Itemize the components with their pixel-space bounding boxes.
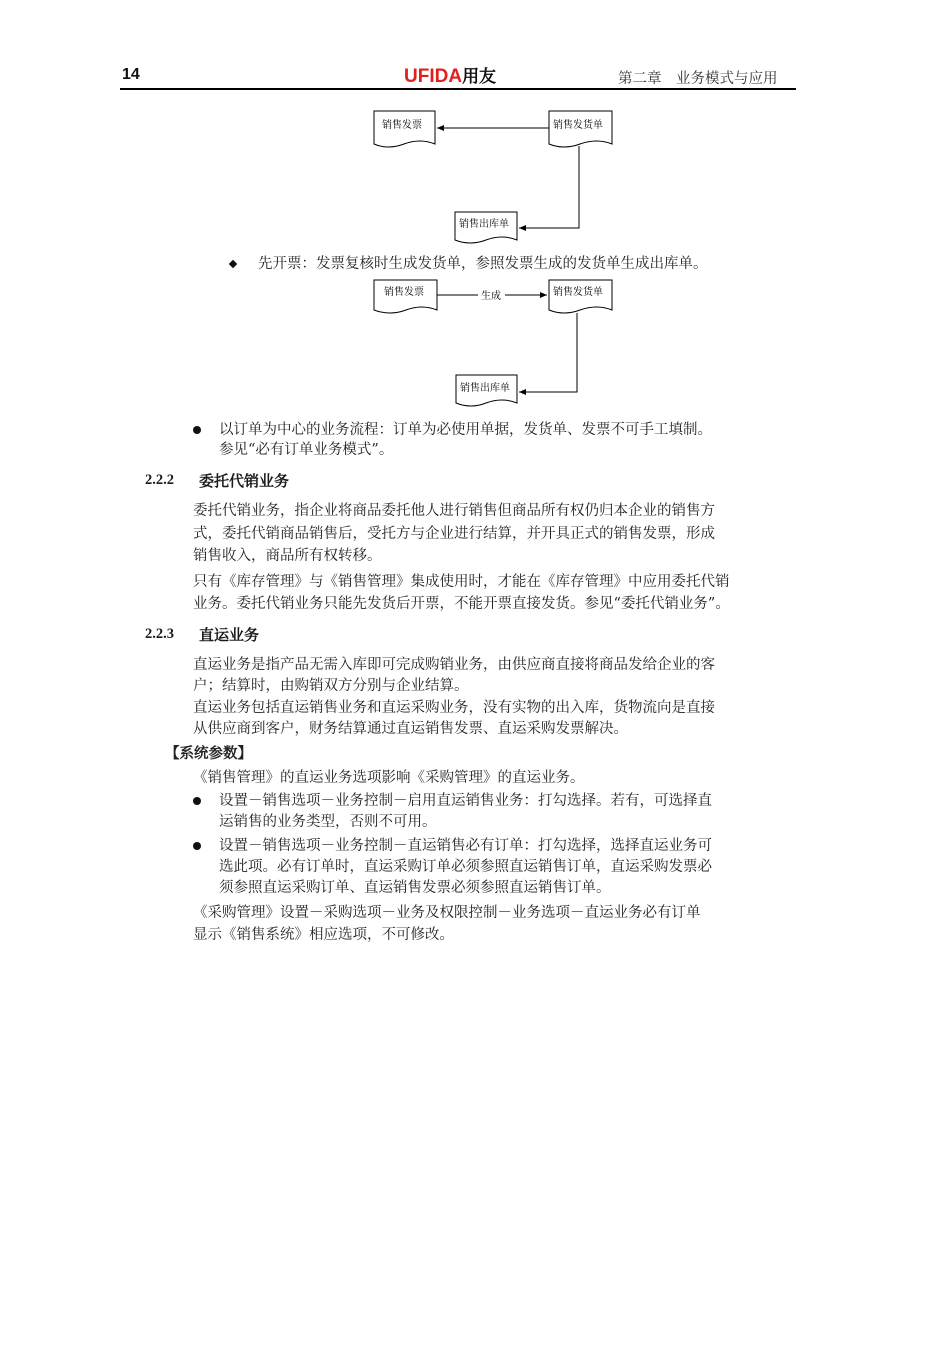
logo-cn: 用友	[462, 67, 497, 86]
bullet-dot	[193, 426, 201, 434]
sys-outro-line1: 《采购管理》设置－采购选项－业务及权限控制－业务选项－直运业务必有订单	[193, 905, 701, 921]
page-number: 14	[122, 66, 140, 83]
section-223-para2-line1: 直运业务包括直运销售业务和直运采购业务，没有实物的出入库，货物流向是直接	[193, 700, 715, 716]
edge-label-generate: 生成	[481, 291, 501, 302]
header-rule	[120, 88, 796, 90]
flow-diagram-2	[360, 275, 640, 420]
sys-bullet1-line2: 运销售的业务类型，否则不可用。	[219, 814, 437, 830]
section-223-para1-line1: 直运业务是指产品无需入库即可完成购销业务，由供应商直接将商品发给企业的客	[193, 657, 715, 673]
sys-params-intro: 《销售管理》的直运业务选项影响《采购管理》的直运业务。	[193, 770, 585, 786]
sys-outro-line2: 显示《销售系统》相应选项，不可修改。	[193, 927, 454, 943]
sys-bullet2-line2: 选此项。必有订单时，直运采购订单必须参照直运销售订单，直运采购发票必	[219, 859, 712, 875]
box-delivery-label: 销售发货单	[553, 120, 603, 131]
section-223-para1-line2: 户；结算时，由购销双方分别与企业结算。	[193, 678, 469, 694]
box-outbound-label-2: 销售出库单	[460, 383, 510, 394]
diamond-bullet	[229, 260, 237, 268]
sys-bullet1-line1: 设置－销售选项－业务控制－启用直运销售业务：打勾选择。若有，可选择直	[219, 793, 712, 809]
box-delivery-label-2: 销售发货单	[553, 287, 603, 298]
section-222-para2-line2: 业务。委托代销业务只能先发货后开票，不能开票直接发货。参见“委托代销业务”。	[193, 596, 730, 612]
section-222-number: 2.2.2	[145, 472, 174, 488]
arrow-delivery-to-outbound-2	[519, 313, 577, 392]
bullet-dot	[193, 797, 201, 805]
box-invoice-label-2: 销售发票	[384, 287, 424, 298]
sys-bullet2-line3: 须参照直运采购订单、直运销售发票必须参照直运销售订单。	[219, 880, 611, 896]
section-223-number: 2.2.3	[145, 626, 174, 642]
arrow-delivery-to-outbound	[519, 146, 579, 228]
order-bullet-line1: 以订单为中心的业务流程：订单为必使用单据，发货单、发票不可手工填制。	[219, 422, 712, 438]
sys-params-heading: 【系统参数】	[165, 746, 252, 762]
chapter-title: 第二章 业务模式与应用	[618, 71, 778, 87]
section-222-para1-line1: 委托代销业务，指企业将商品委托他人进行销售但商品所有权仍归本企业的销售方	[193, 503, 715, 519]
flow-diagram-1	[360, 100, 640, 250]
section-222-para1-line3: 销售收入，商品所有权转移。	[193, 548, 382, 564]
sys-bullet2-line1: 设置－销售选项－业务控制－直运销售必有订单：打勾选择，选择直运业务可	[219, 838, 712, 854]
section-222-title: 委托代销业务	[199, 472, 290, 490]
box-outbound-label: 销售出库单	[459, 219, 509, 230]
bullet-dot	[193, 842, 201, 850]
section-223-para2-line2: 从供应商到客户，财务结算通过直运销售发票、直运采购发票解决。	[193, 721, 628, 737]
section-223-title: 直运业务	[199, 626, 260, 644]
box-invoice-label: 销售发票	[382, 120, 422, 131]
logo-latin: UFIDA	[404, 66, 463, 87]
ufida-logo	[404, 62, 496, 88]
section-222-para2-line1: 只有《库存管理》与《销售管理》集成使用时，才能在《库存管理》中应用委托代销	[193, 574, 730, 590]
order-bullet-line2: 参见“必有订单业务模式”。	[219, 442, 394, 458]
section-222-para1-line2: 式，委托代销商品销售后，受托方与企业进行结算，并开具正式的销售发票，形成	[193, 526, 715, 542]
diagram2-intro: 先开票：发票复核时生成发货单，参照发票生成的发货单生成出库单。	[258, 256, 708, 272]
